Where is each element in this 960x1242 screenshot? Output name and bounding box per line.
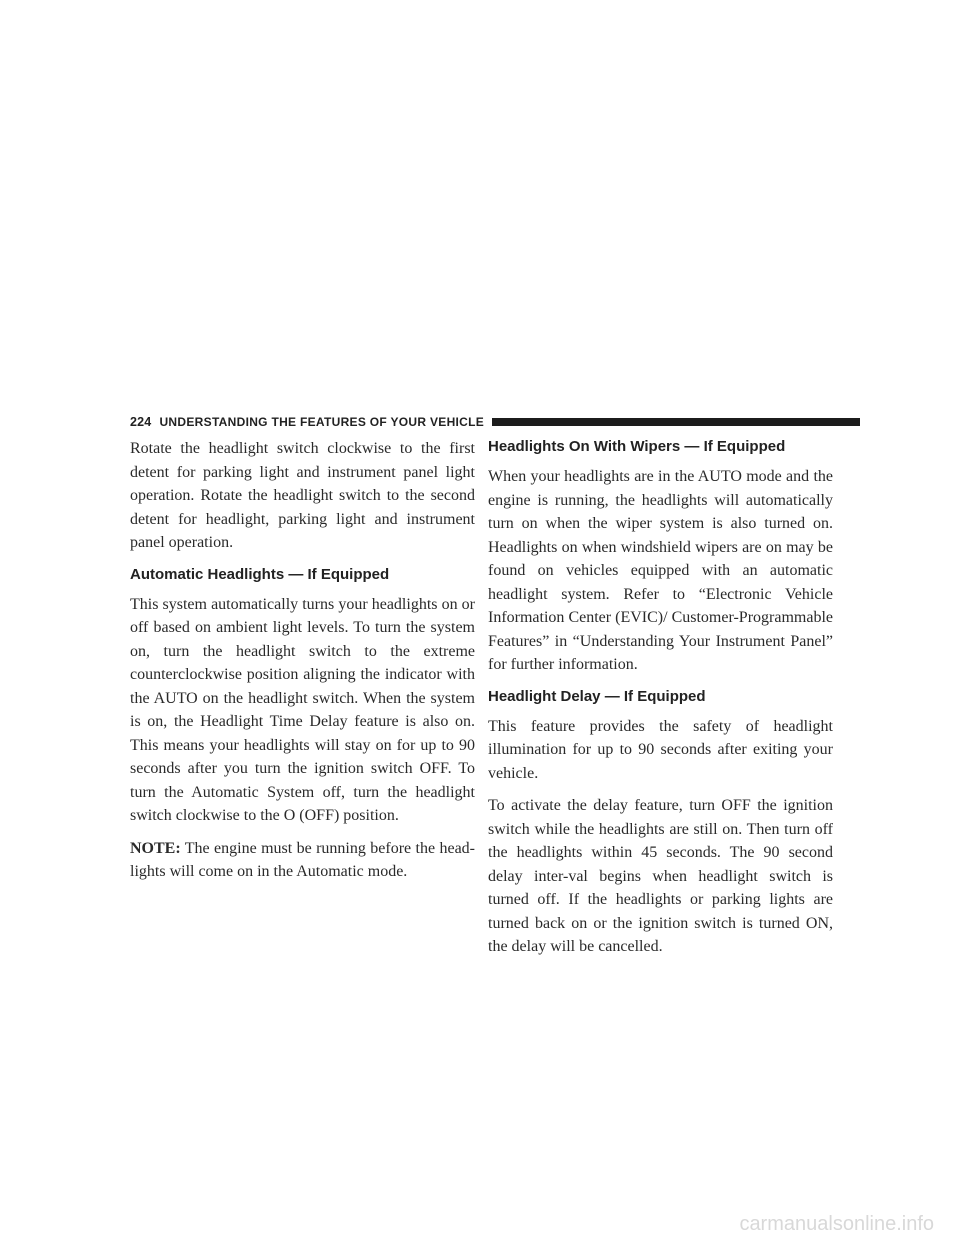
headlights-wipers-paragraph: When your headlights are in the AUTO mode and the engine is running, the headlights will automatically turn on when the wiper system is also turned on. Headlights on when windshield wipers are on may be found on vehicles equipped with an automatic headlight system. Refer to “Electronic Vehicle Information Center (EVIC)/ Customer-Programmable Features” in “Understanding Your Instrument Panel” for further information.: [488, 468, 833, 673]
headlight-delay-paragraph-1: This feature provides the safety of headlight illumination for up to 90 seconds after exiting your vehicle.: [488, 717, 833, 782]
automatic-headlights-heading: Automatic Headlights — If Equipped: [130, 565, 390, 583]
note-label: NOTE:: [130, 839, 181, 857]
note-text: The engine must be running before the head-lights will come on in the Automatic mode.: [130, 839, 475, 880]
headlights-wipers-heading: Headlights On With Wipers — If Equipped: [488, 438, 786, 455]
note-paragraph: [130, 837, 475, 884]
header-rule: [492, 418, 860, 426]
left-column: [130, 437, 475, 893]
page-number: 224: [130, 415, 152, 429]
headlight-delay-paragraph-2: To activate the delay feature, turn OFF the ignition switch while the headlights are still on. Then turn off the headlights within 45 seconds. The 90 second delay inter-val begins when headlight switch is turned off. If the headlights or parking lights are turned back on or the ignition switch is turned ON, the delay will be cancelled.: [488, 797, 833, 955]
page-header: [130, 414, 860, 430]
automatic-headlights-paragraph: This system automatically turns your headlights on or off based on ambient light levels. To turn the system on, turn the headlight switch to the extreme counterclockwise position aligning the indicator with the AUTO on the headlight switch. When the system is on, the Headlight Time Delay feature is also on. This means your headlights will stay on for up to 90 seconds after you turn the ignition switch OFF. To turn the Automatic System off, turn the headlight switch clockwise to the O (OFF) position.: [130, 595, 475, 824]
right-column: [488, 437, 833, 968]
headlight-delay-heading: Headlight Delay — If Equipped: [488, 687, 706, 705]
section-title: UNDERSTANDING THE FEATURES OF YOUR VEHICLE: [159, 415, 485, 429]
watermark: carmanualsonline.info: [739, 1213, 934, 1235]
intro-paragraph: Rotate the headlight switch clockwise to the first detent for parking light and instrument panel light operation. Rotate the headlight switch to the second detent for headlight, parking light and instrument panel operation.: [130, 440, 475, 551]
